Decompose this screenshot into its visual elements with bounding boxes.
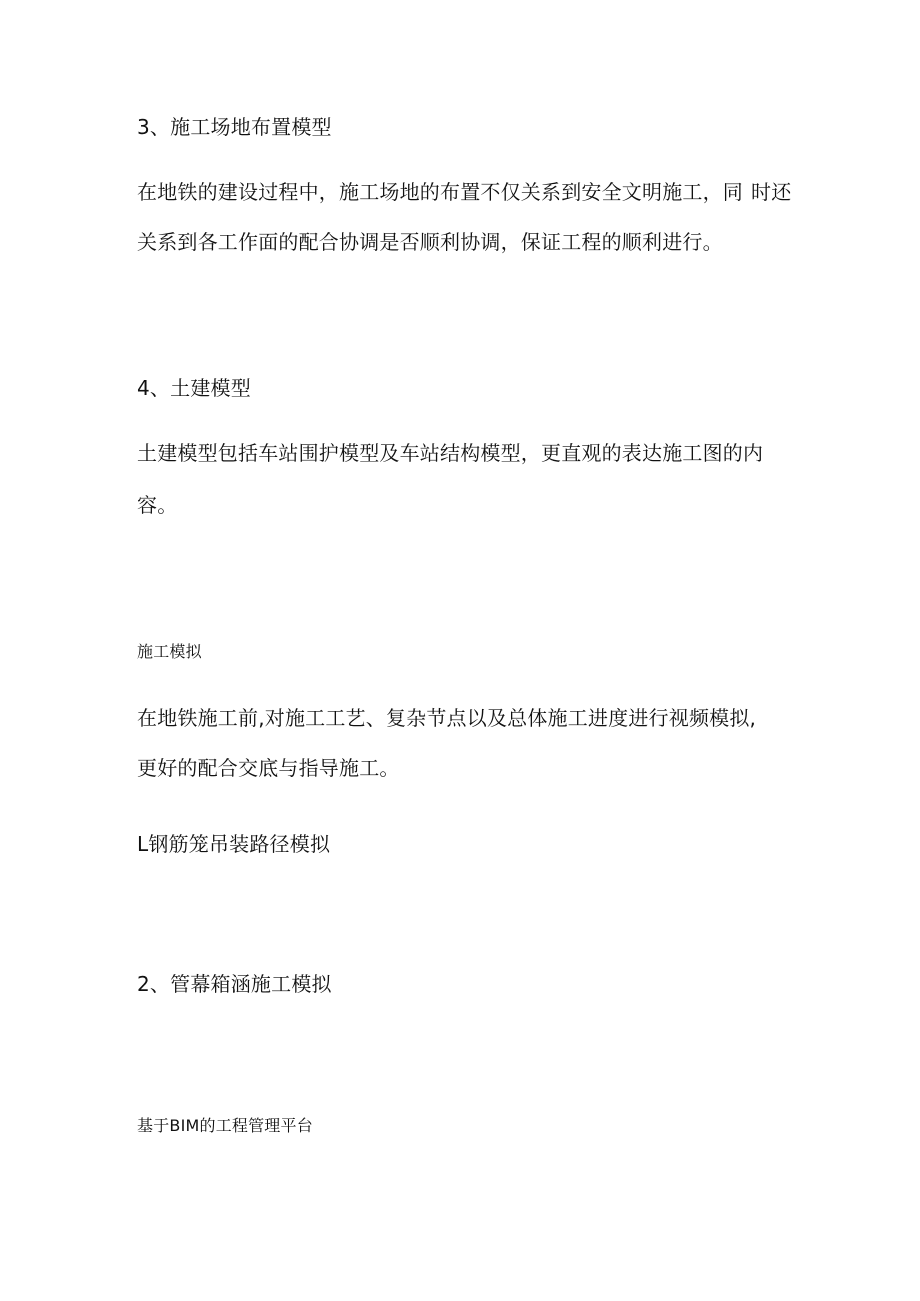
paragraph-line: 在地铁施工前,对施工工艺、复杂节点以及总体施工进度进行视频模拟, bbox=[137, 706, 757, 730]
subsection-heading-pipe-roof-box-culvert: 2、管幕箱涵施工模拟 bbox=[137, 972, 332, 996]
paragraph-line: 更好的配合交底与指导施工。 bbox=[137, 756, 400, 780]
paragraph-line bbox=[137, 180, 791, 204]
section-heading-construction-simulation: 施工模拟 bbox=[137, 642, 202, 661]
section-heading-civil-model: 4、土建模型 bbox=[137, 376, 251, 400]
section-heading-site-layout-model: 3、施工场地布置模型 bbox=[137, 115, 332, 139]
paragraph-text: 时还 bbox=[751, 180, 792, 204]
paragraph-line: 关系到各工作面的配合协调是否顺利协调，保证工程的顺利进行。 bbox=[137, 230, 723, 254]
paragraph-text: 在地铁的建设过程中，施工场地的布置不仅关系到安全文明施工，同 bbox=[137, 180, 743, 204]
paragraph-line: 容。 bbox=[137, 493, 178, 517]
paragraph-line: 土建模型包括车站围护模型及车站结构模型，更直观的表达施工图的内 bbox=[137, 441, 764, 465]
section-heading-bim-platform: 基于BIM的工程管理平台 bbox=[137, 1116, 313, 1135]
subsection-heading-steel-cage-lifting: L钢筋笼吊装路径模拟 bbox=[137, 832, 331, 856]
